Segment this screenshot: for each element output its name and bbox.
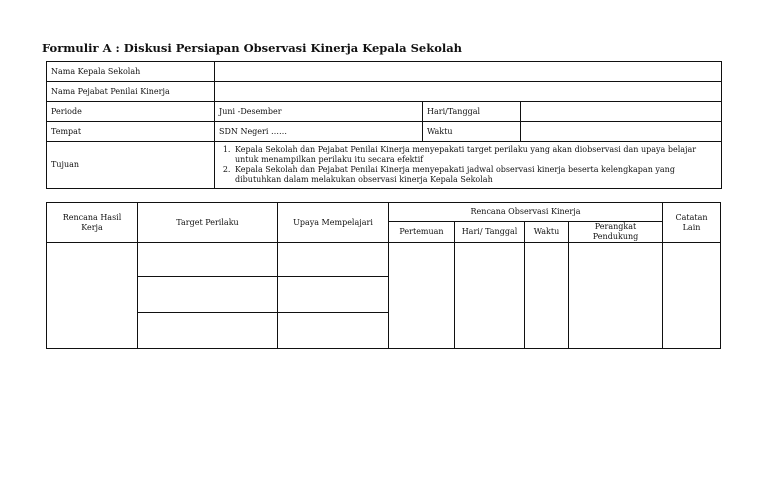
cell-target-3[interactable] bbox=[138, 313, 278, 349]
tujuan-item-2: 2. Kepala Sekolah dan Pejabat Penilai Kinerja menyepakati jadwal observasi kinerja beserta kelengkapan yang dibutuhkan dalam melakukan observasi kinerja Kepala Sekolah bbox=[233, 165, 717, 185]
cell-catatan[interactable] bbox=[663, 243, 721, 349]
tujuan-list bbox=[219, 145, 717, 185]
cell-upaya-3[interactable] bbox=[278, 313, 389, 349]
form-title: Formulir A : Diskusi Persiapan Observasi Kinerja Kepala Sekolah bbox=[42, 41, 463, 55]
nama-pejabat-field[interactable] bbox=[215, 82, 722, 102]
cell-target-2[interactable] bbox=[138, 277, 278, 313]
tempat-value[interactable]: SDN Negeri …… bbox=[215, 122, 423, 142]
cell-target-1[interactable] bbox=[138, 243, 278, 277]
cell-waktu[interactable] bbox=[525, 243, 569, 349]
tujuan-label: Tujuan bbox=[47, 142, 215, 189]
cell-upaya-1[interactable] bbox=[278, 243, 389, 277]
tempat-label: Tempat bbox=[47, 122, 215, 142]
col-perangkat-pendukung: Perangkat Pendukung bbox=[569, 222, 663, 243]
periode-label: Periode bbox=[47, 102, 215, 122]
col-rencana-observasi: Rencana Observasi Kinerja bbox=[389, 203, 663, 222]
tujuan-item-1: 1. Kepala Sekolah dan Pejabat Penilai Kinerja menyepakati target perilaku yang akan diobservasi dan upaya belajar untuk menampilkan perilaku itu secara efektif bbox=[233, 145, 717, 165]
col-pertemuan: Pertemuan bbox=[389, 222, 455, 243]
cell-rencana-hasil-kerja[interactable] bbox=[47, 243, 138, 349]
plan-table bbox=[46, 202, 721, 349]
cell-hari-tanggal[interactable] bbox=[455, 243, 525, 349]
col-target-perilaku: Target Perilaku bbox=[138, 203, 278, 243]
nama-kepala-field[interactable] bbox=[215, 62, 722, 82]
hari-tanggal-label: Hari/Tanggal bbox=[423, 102, 521, 122]
cell-pertemuan[interactable] bbox=[389, 243, 455, 349]
nama-kepala-label: Nama Kepala Sekolah bbox=[47, 62, 215, 82]
info-table bbox=[46, 61, 722, 189]
tujuan-content bbox=[215, 142, 722, 189]
col-hari-tanggal: Hari/ Tanggal bbox=[455, 222, 525, 243]
col-upaya-mempelajari: Upaya Mempelajari bbox=[278, 203, 389, 243]
waktu-field[interactable] bbox=[521, 122, 722, 142]
col-catatan-lain: Catatan Lain bbox=[663, 203, 721, 243]
col-rencana-hasil-kerja: Rencana Hasil Kerja bbox=[47, 203, 138, 243]
periode-value[interactable]: Juni -Desember bbox=[215, 102, 423, 122]
hari-tanggal-field[interactable] bbox=[521, 102, 722, 122]
col-waktu: Waktu bbox=[525, 222, 569, 243]
cell-perangkat[interactable] bbox=[569, 243, 663, 349]
waktu-label: Waktu bbox=[423, 122, 521, 142]
nama-pejabat-label: Nama Pejabat Penilai Kinerja bbox=[47, 82, 215, 102]
cell-upaya-2[interactable] bbox=[278, 277, 389, 313]
